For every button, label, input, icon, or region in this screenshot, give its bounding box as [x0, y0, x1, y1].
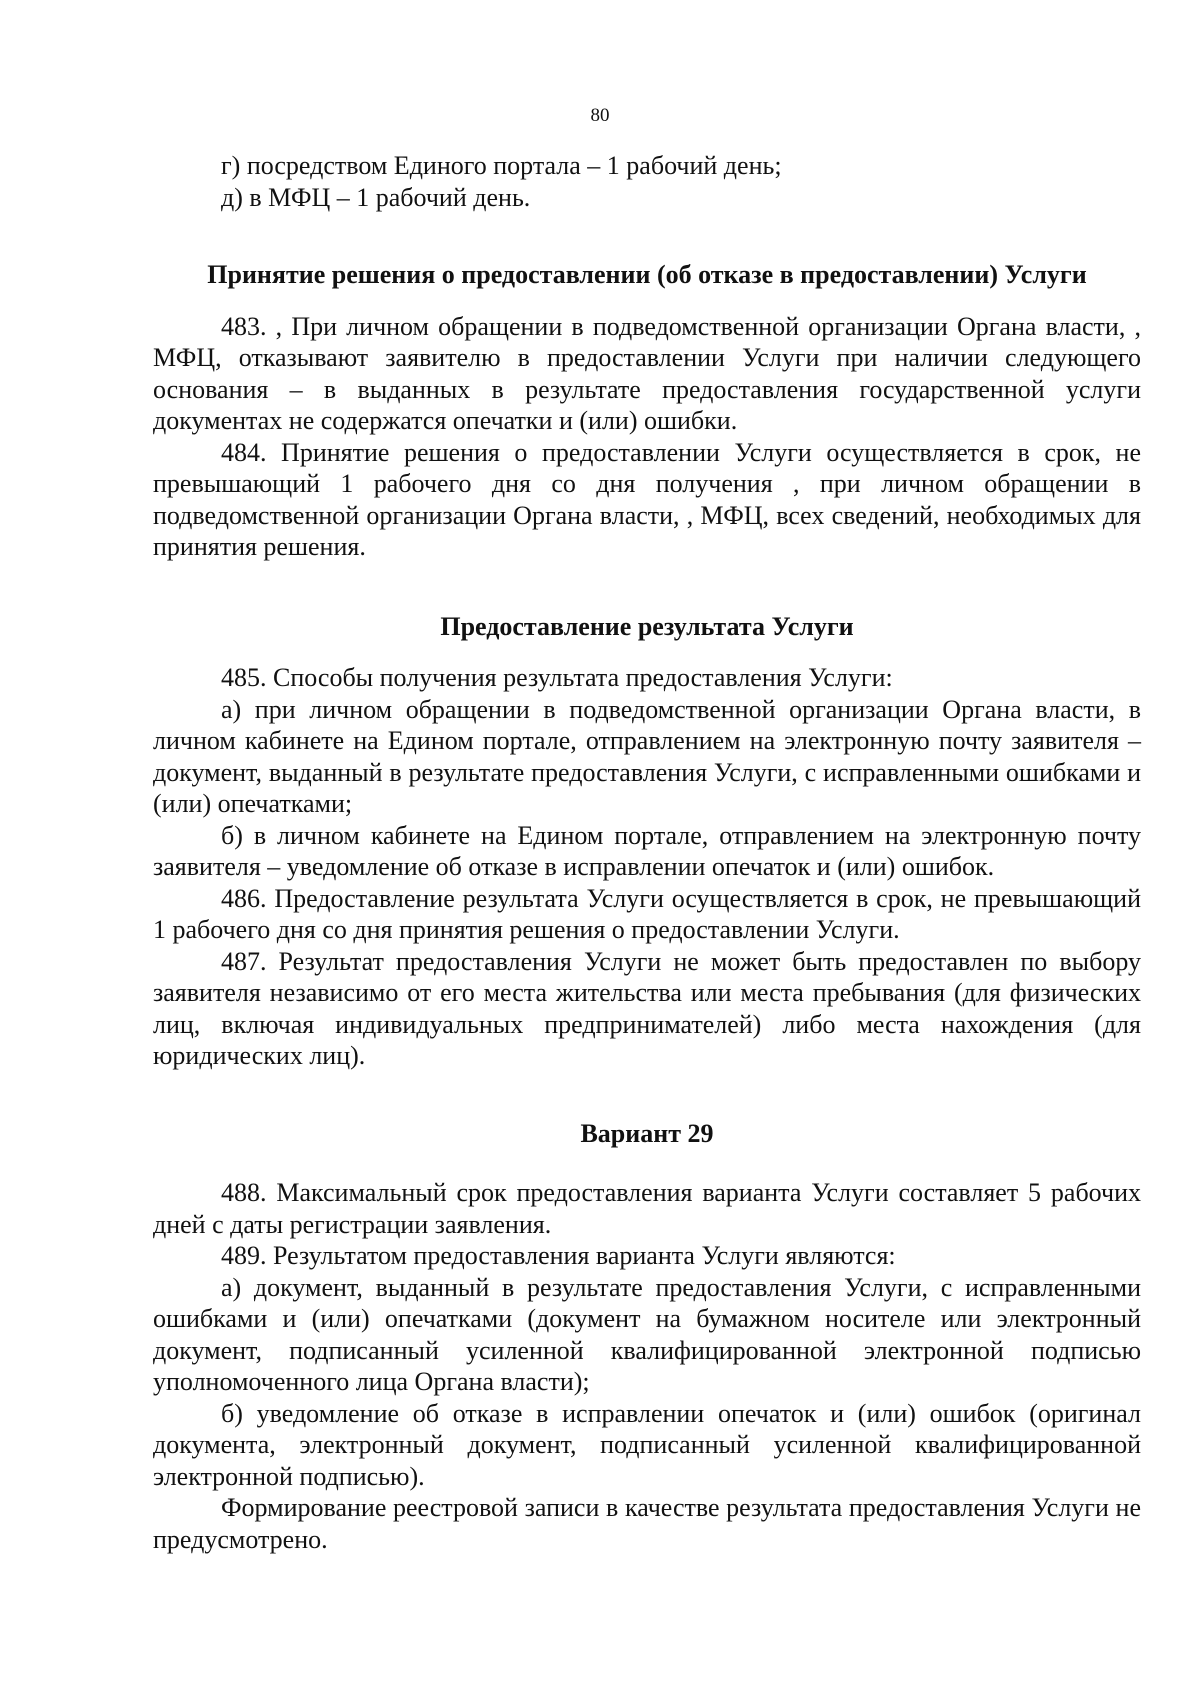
page-number: 80: [590, 105, 610, 126]
document-body: [153, 150, 1141, 1555]
paragraph-489: 489. Результатом предоставления варианта Услуги являются:: [221, 1241, 896, 1270]
intro-item-g: г) посредством Единого портала – 1 рабочий день;: [221, 151, 782, 180]
paragraph-489-b: б) уведомление об отказе в исправлении опечаток и (или) ошибок (оригинал документа, электронный документ, подписанный усиленной квалифицированной электронной подписью).: [153, 1398, 1141, 1491]
paragraph-483: 483. , При личном обращении в подведомственной организации Органа власти, , МФЦ, отказывают заявителю в предоставлении Услуги при наличии следующего основания – в выданных в результате предоставления государственной услуги документах не содержатся опечатки и (или) ошибки.: [153, 311, 1141, 435]
paragraph-485-a: а) при личном обращении в подведомственной организации Органа власти, в личном кабинете на Едином портале, отправлением на электронную почту заявителя – документ, выданный в результате предоставления Услуги, с исправленными ошибками и (или) опечатками;: [153, 694, 1141, 818]
paragraph-489-a: а) документ, выданный в результате предоставления Услуги, с исправленными ошибками и (или) опечатками (документ на бумажном носителе или электронный документ, подписанный усиленной квалифицированной электронной подписью уполномоченного лица Органа власти);: [153, 1272, 1141, 1396]
section-heading-variant-29: Вариант 29: [580, 1118, 714, 1148]
paragraph-485-b: б) в личном кабинете на Едином портале, отправлением на электронную почту заявителя – уведомление об отказе в исправлении опечаток и (или) ошибок.: [153, 820, 1141, 881]
paragraph-487: 487. Результат предоставления Услуги не может быть предоставлен по выбору заявителя независимо от его места жительства или места пребывания (для физических лиц, включая индивидуальных предпринимателей) либо места нахождения (для юридических лиц).: [153, 946, 1141, 1070]
section-heading-decision: Принятие решения о предоставлении (об отказе в предоставлении) Услуги: [207, 260, 1087, 289]
paragraph-488: 488. Максимальный срок предоставления варианта Услуги составляет 5 рабочих дней с даты регистрации заявления.: [153, 1178, 1141, 1239]
paragraph-484: 484. Принятие решения о предоставлении Услуги осуществляется в срок, не превышающий 1 рабочего дня со дня получения , при личном обращении в подведомственной организации Органа власти, , МФЦ, всех сведений, необходимых для принятия решения.: [153, 437, 1141, 561]
intro-item-d: д) в МФЦ – 1 рабочий день.: [221, 182, 531, 212]
paragraph-486: 486. Предоставление результата Услуги осуществляется в срок, не превышающий 1 рабочего дня со дня принятия решения о предоставлении Услуги.: [153, 883, 1141, 944]
paragraph-registry-note: Формирование реестровой записи в качестве результата предоставления Услуги не предусмотрено.: [153, 1493, 1141, 1554]
paragraph-485: 485. Способы получения результата предоставления Услуги:: [221, 663, 893, 692]
section-heading-result: Предоставление результата Услуги: [440, 611, 854, 641]
